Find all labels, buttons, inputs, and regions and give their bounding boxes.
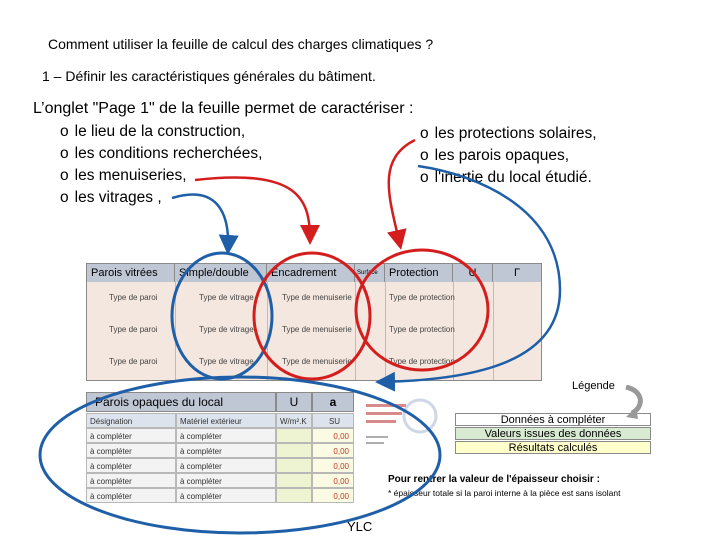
opaque-col-designation: Désignation — [86, 413, 176, 428]
arrow-glazing — [172, 195, 228, 250]
bullet-mark: o — [420, 169, 429, 186]
bullet-mark: o — [420, 125, 429, 142]
glazing-cell[interactable]: Type de paroi — [109, 293, 158, 302]
bullet-label: le lieu de la construction, — [74, 123, 246, 140]
glazing-cell[interactable]: Type de menuiserie — [282, 357, 352, 366]
glazing-cell[interactable]: Type de protection — [389, 293, 455, 302]
opaque-header-u: U — [276, 392, 312, 412]
note-title: Pour rentrer la valeur de l'épaisseur choisir : — [388, 474, 600, 485]
opaque-col-material: Matériel extérieur — [176, 413, 276, 428]
glazing-cell[interactable]: Type de protection — [389, 325, 455, 334]
opaque-cell[interactable]: à compléter — [176, 488, 276, 503]
glazing-cell[interactable]: Type de paroi — [109, 357, 158, 366]
opaque-cell[interactable]: à compléter — [86, 473, 176, 488]
bullet-mark: o — [60, 167, 69, 184]
glazing-cell[interactable]: Type de vitrage — [199, 293, 254, 302]
section-subtitle: 1 – Définir les caractéristiques générales du bâtiment. — [42, 68, 376, 84]
header-frame: Encadrement — [267, 264, 355, 282]
opaque-table-title: Parois opaques du local — [86, 392, 276, 412]
bullet-label: les menuiseries, — [74, 167, 187, 184]
opaque-cell[interactable]: à compléter — [86, 458, 176, 473]
glazing-cell[interactable]: Type de vitrage — [199, 357, 254, 366]
arrow-joinery — [195, 177, 310, 240]
footer-author: YLC — [347, 519, 373, 534]
glazing-cell[interactable]: Type de paroi — [109, 325, 158, 334]
highlight-opaque-circle — [40, 377, 440, 533]
opaque-cell-a: 0,00 — [312, 458, 354, 473]
legend-item-input: Données à compléter — [455, 413, 651, 426]
header-u: U — [453, 264, 493, 282]
bullet-mark: o — [60, 123, 69, 140]
glazing-cell[interactable]: Type de protection — [389, 357, 455, 366]
header-simple-double: Simple/double — [175, 264, 267, 282]
bullet-mark: o — [60, 145, 69, 162]
opaque-cell-a: 0,00 — [312, 488, 354, 503]
opaque-cell-a: 0,00 — [312, 443, 354, 458]
header-gamma: Γ — [493, 264, 541, 282]
page-title: Comment utiliser la feuille de calcul des charges climatiques ? — [48, 36, 434, 52]
header-protection: Protection — [385, 264, 453, 282]
glazing-cell[interactable]: Type de menuiserie — [282, 325, 352, 334]
intro-text: L’onglet "Page 1" de la feuille permet de caractériser : — [33, 100, 414, 117]
opaque-cell-a: 0,00 — [312, 428, 354, 443]
opaque-col-unit: W/m².K — [276, 413, 312, 428]
bullet-mark: o — [420, 147, 429, 164]
opaque-cell[interactable]: à compléter — [176, 473, 276, 488]
bullet-label: les parois opaques, — [434, 147, 570, 164]
opaque-cell[interactable]: à compléter — [86, 443, 176, 458]
legend-item-derived: Valeurs issues des données — [455, 427, 651, 440]
opaque-col-su: SU — [312, 413, 354, 428]
opaque-cell[interactable]: à compléter — [176, 443, 276, 458]
bullet-label: les vitrages , — [74, 189, 162, 206]
bullet-label: les protections solaires, — [434, 125, 597, 142]
opaque-header-a: a — [312, 392, 354, 412]
legend-title: Légende — [572, 380, 615, 392]
bullet-label: l'inertie du local étudié. — [434, 169, 592, 186]
bullet-label: les conditions recherchées, — [74, 145, 263, 162]
glazing-cell[interactable]: Type de menuiserie — [282, 293, 352, 302]
opaque-cell[interactable]: à compléter — [176, 428, 276, 443]
legend-item-calculated: Résultats calculés — [455, 441, 651, 454]
header-surface: Surface — [355, 264, 385, 282]
highlight-protection-circle — [356, 250, 488, 370]
glazing-cell[interactable]: Type de vitrage — [199, 325, 254, 334]
opaque-cell-a: 0,00 — [312, 473, 354, 488]
opaque-cell[interactable]: à compléter — [176, 458, 276, 473]
opaque-cell[interactable]: à compléter — [86, 428, 176, 443]
bullet-mark: o — [60, 189, 69, 206]
header-glazed-walls: Parois vitrées — [87, 264, 175, 282]
opaque-cell[interactable]: à compléter — [86, 488, 176, 503]
arrow-protection — [389, 140, 415, 245]
highlight-glazing-circle — [172, 253, 272, 379]
note-text: * épaisseur totale si la paroi interne à la pièce est sans isolant — [388, 488, 621, 498]
